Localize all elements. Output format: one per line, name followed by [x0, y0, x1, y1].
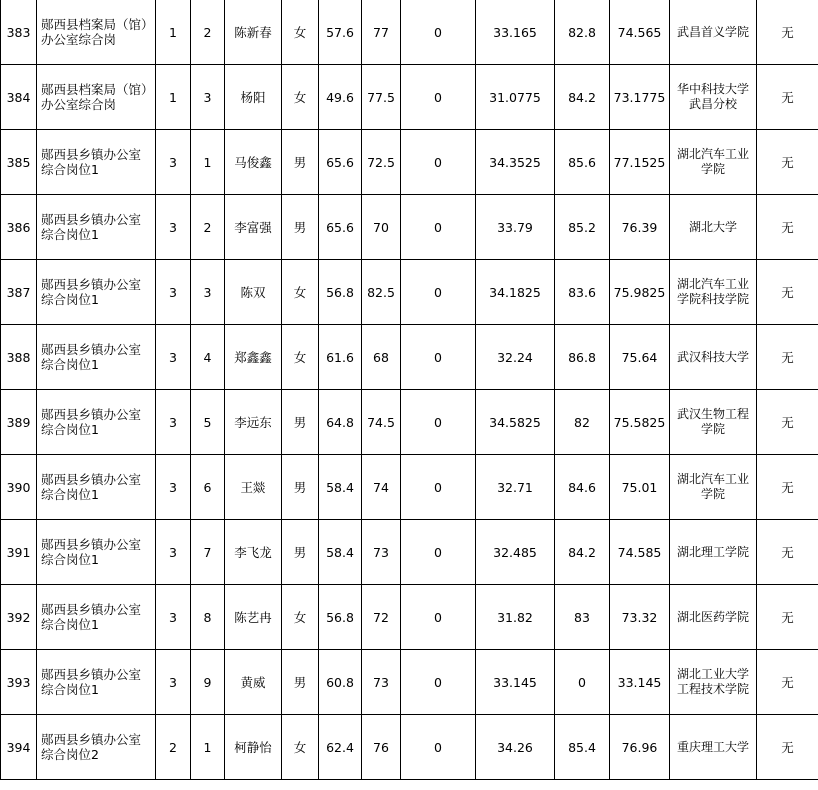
cell-name: 杨阳 — [225, 65, 282, 130]
cell-no: 389 — [1, 390, 37, 455]
table-row — [1, 260, 818, 325]
cell-name: 陈艺冉 — [225, 585, 282, 650]
cell-no: 386 — [1, 195, 37, 260]
cell-school: 湖北汽车工业学院科技学院 — [670, 260, 757, 325]
table-row — [1, 390, 818, 455]
cell-plan: 3 — [156, 325, 191, 390]
cell-name: 陈双 — [225, 260, 282, 325]
cell-position: 郧西县乡镇办公室综合岗位1 — [37, 520, 156, 585]
cell-remark: 无 — [757, 0, 818, 65]
table-row — [1, 325, 818, 390]
cell-written-weighted: 33.145 — [476, 650, 555, 715]
cell-gender: 男 — [282, 195, 319, 260]
cell-interview-score: 0 — [555, 650, 610, 715]
cell-written-weighted: 34.3525 — [476, 130, 555, 195]
cell-gender: 女 — [282, 715, 319, 780]
cell-remark: 无 — [757, 650, 818, 715]
cell-bonus: 0 — [401, 585, 476, 650]
cell-rank: 2 — [191, 195, 225, 260]
cell-written-weighted: 31.82 — [476, 585, 555, 650]
cell-name: 柯静怡 — [225, 715, 282, 780]
cell-interview-score: 85.4 — [555, 715, 610, 780]
cell-written: 57.6 — [319, 0, 362, 65]
cell-bonus: 0 — [401, 325, 476, 390]
table-row — [1, 0, 818, 65]
cell-school: 湖北汽车工业学院 — [670, 130, 757, 195]
cell-school: 湖北汽车工业学院 — [670, 455, 757, 520]
cell-bonus: 0 — [401, 455, 476, 520]
cell-total: 75.9825 — [610, 260, 670, 325]
cell-interview: 72 — [362, 585, 401, 650]
cell-no: 383 — [1, 0, 37, 65]
table-row — [1, 520, 818, 585]
cell-name: 王燚 — [225, 455, 282, 520]
cell-written: 58.4 — [319, 455, 362, 520]
cell-name: 李飞龙 — [225, 520, 282, 585]
cell-total: 73.1775 — [610, 65, 670, 130]
cell-bonus: 0 — [401, 65, 476, 130]
cell-school: 华中科技大学武昌分校 — [670, 65, 757, 130]
cell-remark: 无 — [757, 455, 818, 520]
cell-gender: 男 — [282, 455, 319, 520]
cell-interview: 72.5 — [362, 130, 401, 195]
cell-interview-score: 84.2 — [555, 65, 610, 130]
cell-gender: 男 — [282, 130, 319, 195]
cell-interview-score: 85.2 — [555, 195, 610, 260]
table-row — [1, 455, 818, 520]
cell-position: 郧西县乡镇办公室综合岗位1 — [37, 325, 156, 390]
cell-remark: 无 — [757, 260, 818, 325]
cell-no: 392 — [1, 585, 37, 650]
cell-interview-score: 82 — [555, 390, 610, 455]
cell-remark: 无 — [757, 585, 818, 650]
cell-bonus: 0 — [401, 520, 476, 585]
cell-interview-score: 84.6 — [555, 455, 610, 520]
cell-remark: 无 — [757, 130, 818, 195]
cell-gender: 男 — [282, 520, 319, 585]
cell-interview: 70 — [362, 195, 401, 260]
cell-written-weighted: 33.79 — [476, 195, 555, 260]
cell-bonus: 0 — [401, 650, 476, 715]
cell-written: 56.8 — [319, 260, 362, 325]
cell-interview: 77 — [362, 0, 401, 65]
cell-interview-score: 85.6 — [555, 130, 610, 195]
cell-name: 黄威 — [225, 650, 282, 715]
cell-position: 郧西县档案局（馆）办公室综合岗 — [37, 65, 156, 130]
cell-rank: 4 — [191, 325, 225, 390]
cell-written: 65.6 — [319, 195, 362, 260]
cell-written-weighted: 31.0775 — [476, 65, 555, 130]
table-row — [1, 650, 818, 715]
cell-plan: 1 — [156, 0, 191, 65]
cell-position: 郧西县乡镇办公室综合岗位1 — [37, 260, 156, 325]
cell-position: 郧西县乡镇办公室综合岗位1 — [37, 390, 156, 455]
cell-total: 75.01 — [610, 455, 670, 520]
cell-no: 391 — [1, 520, 37, 585]
cell-total: 74.585 — [610, 520, 670, 585]
cell-written: 56.8 — [319, 585, 362, 650]
cell-remark: 无 — [757, 65, 818, 130]
cell-plan: 1 — [156, 65, 191, 130]
cell-bonus: 0 — [401, 130, 476, 195]
cell-interview-score: 83 — [555, 585, 610, 650]
cell-school: 湖北理工学院 — [670, 520, 757, 585]
cell-total: 76.96 — [610, 715, 670, 780]
cell-plan: 3 — [156, 195, 191, 260]
cell-plan: 3 — [156, 390, 191, 455]
cell-interview-score: 84.2 — [555, 520, 610, 585]
cell-rank: 2 — [191, 0, 225, 65]
cell-gender: 男 — [282, 390, 319, 455]
cell-written-weighted: 33.165 — [476, 0, 555, 65]
cell-rank: 3 — [191, 65, 225, 130]
cell-rank: 7 — [191, 520, 225, 585]
cell-remark: 无 — [757, 520, 818, 585]
cell-total: 74.565 — [610, 0, 670, 65]
cell-total: 77.1525 — [610, 130, 670, 195]
cell-interview: 77.5 — [362, 65, 401, 130]
cell-interview-score: 86.8 — [555, 325, 610, 390]
cell-interview-score: 82.8 — [555, 0, 610, 65]
cell-school: 重庆理工大学 — [670, 715, 757, 780]
cell-name: 陈新春 — [225, 0, 282, 65]
table-body — [1, 0, 818, 780]
cell-total: 75.5825 — [610, 390, 670, 455]
cell-plan: 3 — [156, 650, 191, 715]
cell-rank: 3 — [191, 260, 225, 325]
cell-plan: 3 — [156, 520, 191, 585]
cell-written: 58.4 — [319, 520, 362, 585]
cell-written: 62.4 — [319, 715, 362, 780]
cell-interview: 82.5 — [362, 260, 401, 325]
cell-interview: 73 — [362, 520, 401, 585]
cell-gender: 女 — [282, 0, 319, 65]
cell-written: 65.6 — [319, 130, 362, 195]
cell-name: 马俊鑫 — [225, 130, 282, 195]
cell-rank: 9 — [191, 650, 225, 715]
cell-no: 385 — [1, 130, 37, 195]
cell-total: 75.64 — [610, 325, 670, 390]
table-row — [1, 195, 818, 260]
cell-rank: 5 — [191, 390, 225, 455]
cell-total: 73.32 — [610, 585, 670, 650]
cell-school: 湖北工业大学工程技术学院 — [670, 650, 757, 715]
cell-bonus: 0 — [401, 0, 476, 65]
cell-rank: 1 — [191, 130, 225, 195]
cell-written-weighted: 32.485 — [476, 520, 555, 585]
cell-remark: 无 — [757, 325, 818, 390]
cell-gender: 男 — [282, 650, 319, 715]
cell-bonus: 0 — [401, 195, 476, 260]
cell-written: 49.6 — [319, 65, 362, 130]
cell-bonus: 0 — [401, 715, 476, 780]
cell-no: 394 — [1, 715, 37, 780]
cell-interview: 76 — [362, 715, 401, 780]
cell-gender: 女 — [282, 65, 319, 130]
cell-gender: 女 — [282, 325, 319, 390]
cell-interview: 74 — [362, 455, 401, 520]
cell-remark: 无 — [757, 715, 818, 780]
cell-interview-score: 83.6 — [555, 260, 610, 325]
table-row — [1, 130, 818, 195]
cell-plan: 3 — [156, 585, 191, 650]
cell-plan: 3 — [156, 260, 191, 325]
cell-written-weighted: 32.71 — [476, 455, 555, 520]
cell-written: 60.8 — [319, 650, 362, 715]
cell-school: 湖北医药学院 — [670, 585, 757, 650]
cell-school: 武汉生物工程学院 — [670, 390, 757, 455]
cell-position: 郧西县乡镇办公室综合岗位1 — [37, 650, 156, 715]
cell-school: 武昌首义学院 — [670, 0, 757, 65]
cell-rank: 8 — [191, 585, 225, 650]
table-row — [1, 585, 818, 650]
cell-school: 武汉科技大学 — [670, 325, 757, 390]
cell-name: 郑鑫鑫 — [225, 325, 282, 390]
cell-total: 76.39 — [610, 195, 670, 260]
cell-name: 李远东 — [225, 390, 282, 455]
cell-position: 郧西县乡镇办公室综合岗位1 — [37, 455, 156, 520]
cell-position: 郧西县乡镇办公室综合岗位1 — [37, 130, 156, 195]
cell-position: 郧西县乡镇办公室综合岗位1 — [37, 585, 156, 650]
cell-remark: 无 — [757, 390, 818, 455]
cell-interview: 74.5 — [362, 390, 401, 455]
cell-bonus: 0 — [401, 390, 476, 455]
cell-plan: 2 — [156, 715, 191, 780]
cell-no: 384 — [1, 65, 37, 130]
cell-interview: 68 — [362, 325, 401, 390]
cell-no: 390 — [1, 455, 37, 520]
cell-bonus: 0 — [401, 260, 476, 325]
cell-name: 李富强 — [225, 195, 282, 260]
table-row — [1, 65, 818, 130]
cell-written-weighted: 34.26 — [476, 715, 555, 780]
cell-plan: 3 — [156, 455, 191, 520]
cell-written-weighted: 34.1825 — [476, 260, 555, 325]
cell-position: 郧西县乡镇办公室综合岗位1 — [37, 195, 156, 260]
cell-written: 64.8 — [319, 390, 362, 455]
cell-no: 387 — [1, 260, 37, 325]
cell-written: 61.6 — [319, 325, 362, 390]
cell-rank: 6 — [191, 455, 225, 520]
cell-remark: 无 — [757, 195, 818, 260]
table-row — [1, 715, 818, 780]
cell-no: 388 — [1, 325, 37, 390]
cell-position: 郧西县档案局（馆）办公室综合岗 — [37, 0, 156, 65]
cell-written-weighted: 32.24 — [476, 325, 555, 390]
cell-rank: 1 — [191, 715, 225, 780]
cell-gender: 女 — [282, 585, 319, 650]
cell-plan: 3 — [156, 130, 191, 195]
cell-school: 湖北大学 — [670, 195, 757, 260]
cell-interview: 73 — [362, 650, 401, 715]
cell-gender: 女 — [282, 260, 319, 325]
cell-total: 33.145 — [610, 650, 670, 715]
cell-position: 郧西县乡镇办公室综合岗位2 — [37, 715, 156, 780]
cell-written-weighted: 34.5825 — [476, 390, 555, 455]
cell-no: 393 — [1, 650, 37, 715]
